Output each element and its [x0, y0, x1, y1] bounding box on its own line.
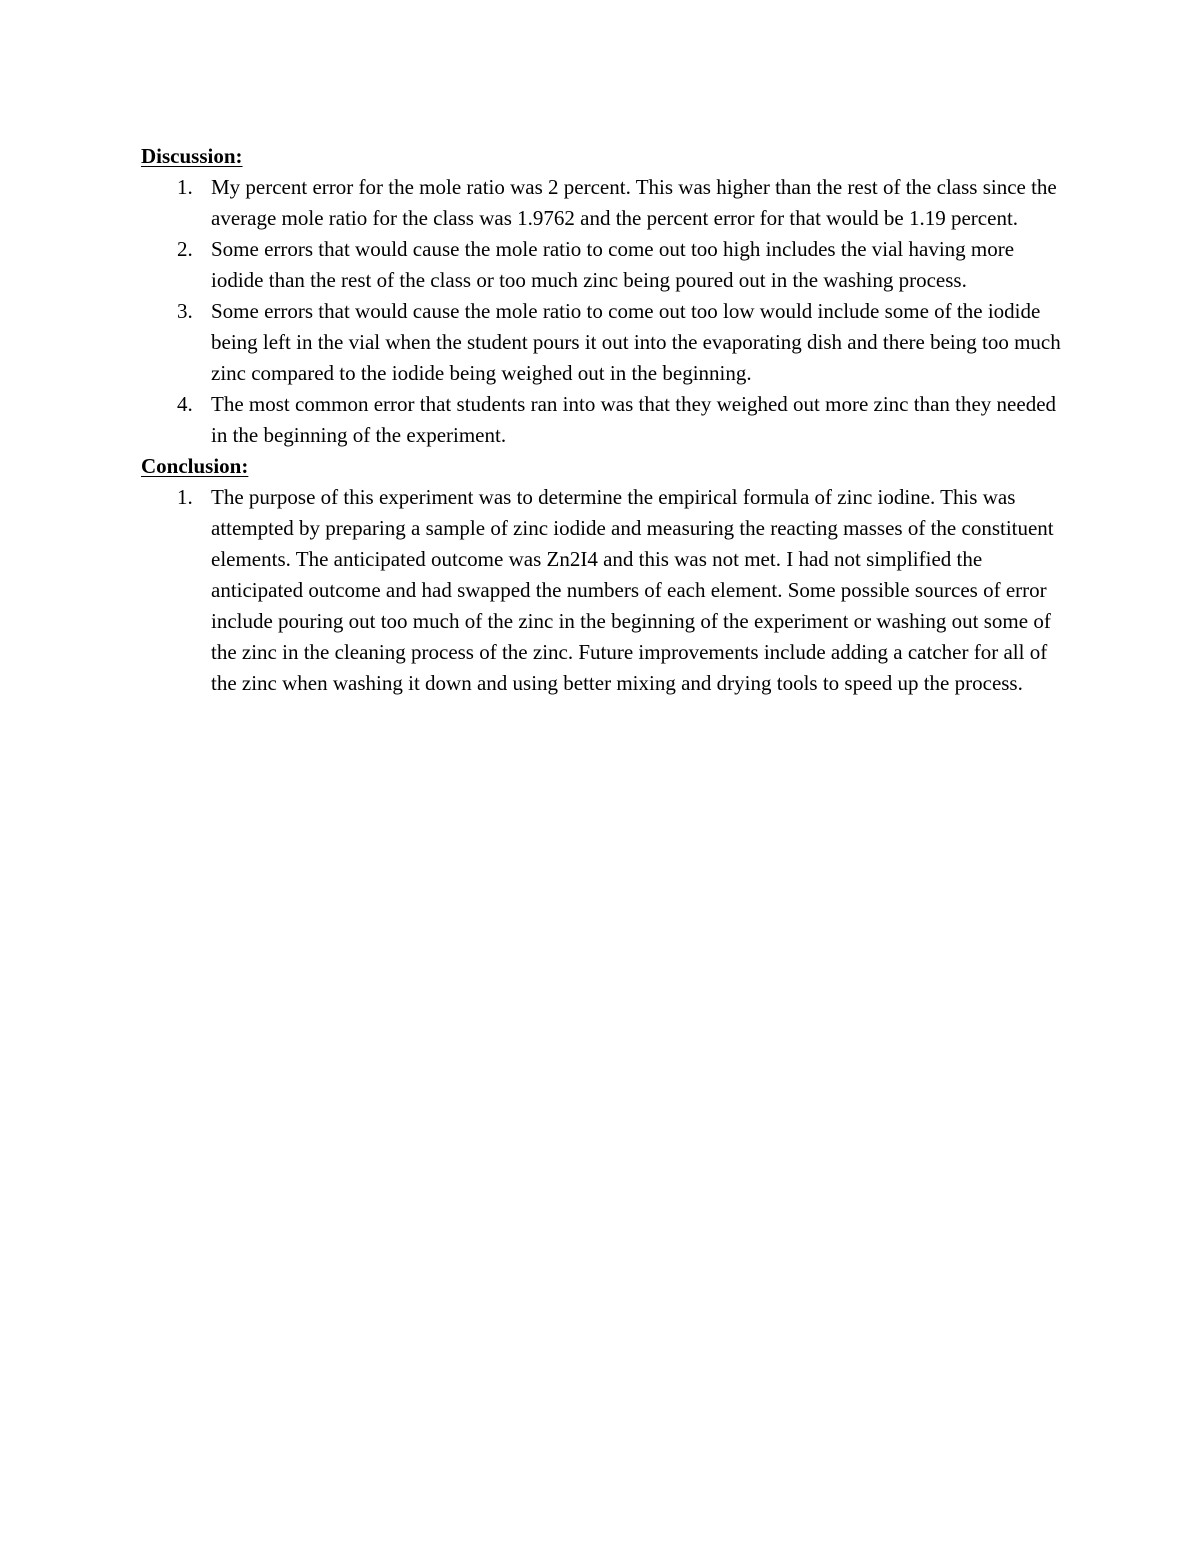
conclusion-section: [141, 451, 1066, 699]
conclusion-list: [141, 482, 1066, 699]
discussion-heading: Discussion:: [141, 144, 243, 168]
list-item: [141, 389, 1066, 451]
list-item-text: Some errors that would cause the mole ratio to come out too high includes the vial having more iodide than the rest of the class or too much zinc being poured out in the washing process.: [211, 237, 1015, 292]
list-number: 1.: [177, 485, 193, 509]
list-item-text: My percent error for the mole ratio was 2 percent. This was higher than the rest of the class since the average mole ratio for the class was 1.9762 and the percent error for that would be 1.19 percent.: [211, 175, 1057, 230]
discussion-section: [141, 141, 1066, 451]
conclusion-heading: Conclusion:: [141, 454, 249, 478]
list-item: [141, 296, 1066, 389]
list-number: 4.: [177, 392, 193, 416]
discussion-list: [141, 172, 1066, 451]
list-item-text: The purpose of this experiment was to determine the empirical formula of zinc iodine. This was attempted by preparing a sample of zinc iodide and measuring the reacting masses of the constituent elements. The anticipated outcome was Zn2I4 and this was not met. I had not simplified the anticipated outcome and had swapped the numbers of each element. Some possible sources of error include pouring out too much of the zinc in the beginning of the experiment or washing out some of the zinc in the cleaning process of the zinc. Future improvements include adding a catcher for all of the zinc when washing it down and using better mixing and drying tools to speed up the process.: [211, 485, 1054, 695]
list-item: [141, 482, 1066, 699]
list-number: 3.: [177, 299, 193, 323]
list-number: 2.: [177, 237, 193, 261]
list-item: [141, 172, 1066, 234]
list-item: [141, 234, 1066, 296]
list-item-text: Some errors that would cause the mole ratio to come out too low would include some of the iodide being left in the vial when the student pours it out into the evaporating dish and there being too much zinc compared to the iodide being weighed out in the beginning.: [211, 299, 1061, 385]
list-item-text: The most common error that students ran into was that they weighed out more zinc than they needed in the beginning of the experiment.: [211, 392, 1057, 447]
document-page: [141, 141, 1066, 699]
list-number: 1.: [177, 175, 193, 199]
